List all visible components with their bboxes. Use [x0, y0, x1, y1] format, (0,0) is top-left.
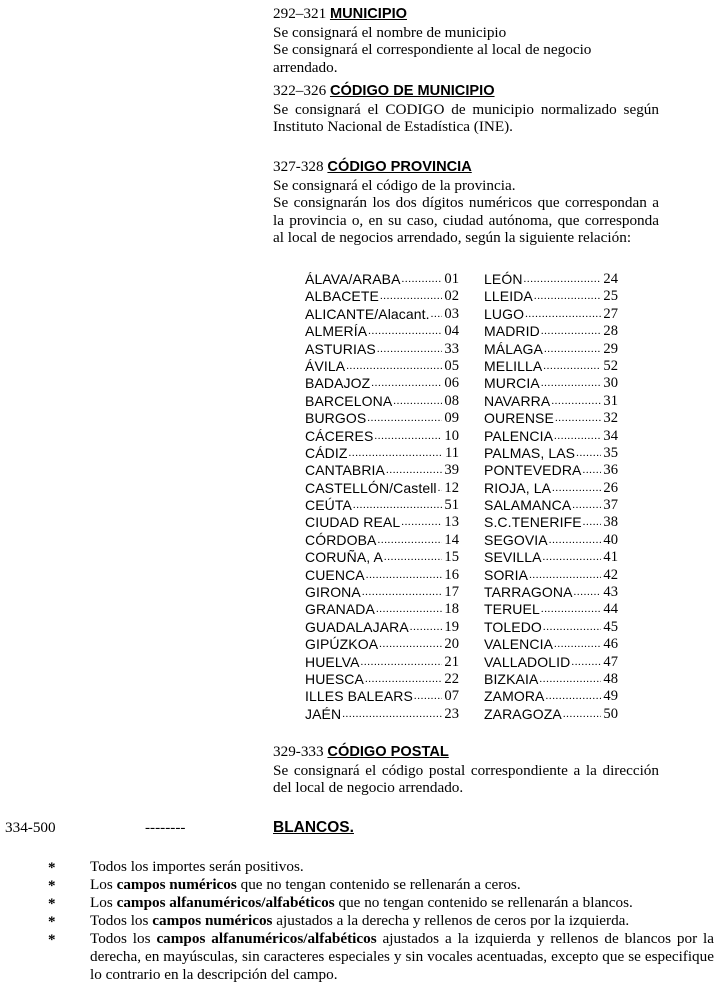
province-code: 42 [603, 566, 618, 583]
province-code: 04 [444, 323, 459, 340]
dot-leader [401, 271, 443, 288]
province-row [484, 619, 618, 636]
dot-leader [385, 462, 442, 479]
province-row [305, 706, 459, 723]
province-name: ASTURIAS [305, 340, 376, 357]
province-row [305, 549, 459, 566]
dot-leader [383, 549, 442, 566]
province-code: 48 [603, 670, 618, 687]
province-row [305, 288, 459, 305]
province-row [305, 497, 459, 514]
emphasis-text: campos numéricos [152, 912, 273, 929]
province-code: 21 [444, 653, 459, 670]
section-header [273, 5, 659, 24]
province-row [305, 271, 459, 288]
province-name: MURCIA [484, 375, 540, 392]
dot-leader [366, 410, 442, 427]
province-row [484, 514, 618, 531]
province-code: 51 [444, 497, 459, 514]
province-name: CUENCA [305, 566, 365, 583]
dot-leader [548, 532, 602, 549]
note-text-segment: Todos los importes serán positivos. [90, 858, 304, 875]
asterisk-bullet: * [48, 914, 56, 930]
dot-leader [562, 706, 602, 723]
note-text-segment: ajustados a la derecha y rellenos de ceros por la izquierda. [272, 912, 630, 929]
province-name: GRANADA [305, 601, 375, 618]
province-row [484, 288, 618, 305]
dot-leader [376, 341, 443, 358]
province-name: MADRID [484, 323, 540, 340]
province-row [484, 549, 618, 566]
province-code: 16 [444, 566, 459, 583]
province-name: SORIA [484, 566, 529, 583]
province-row [305, 619, 459, 636]
province-name: ZARAGOZA [484, 705, 562, 722]
description-line: Se consignará el nombre de municipio [273, 23, 507, 41]
dot-leader [528, 567, 601, 584]
province-code: 43 [603, 584, 618, 601]
province-code: 07 [444, 688, 459, 705]
province-name: RIOJA, LA [484, 479, 552, 496]
province-code: 33 [444, 340, 459, 357]
province-name: MÁLAGA [484, 340, 543, 357]
province-row [484, 584, 618, 601]
province-name: PALENCIA [484, 427, 554, 444]
province-name: PALMAS, LAS [484, 444, 576, 461]
section-title: CÓDIGO POSTAL [327, 744, 449, 760]
note-text-segment: ajustados a la izquierda y rellenos de blancos por la derecha, en mayúsculas, sin caracteres especiales y sin vocales acentuadas, excepto que se especifique lo contrario en la descripción del campo. [90, 930, 714, 983]
note-text [90, 912, 715, 930]
province-name: BIZKAIA [484, 670, 539, 687]
province-code: 30 [603, 375, 618, 392]
dot-leader [373, 428, 442, 445]
note-text [90, 876, 715, 894]
province-name: NAVARRA [484, 392, 551, 409]
province-code: 12 [444, 479, 459, 496]
field-range: 292–321 [273, 5, 327, 22]
section-municipio [273, 5, 659, 76]
province-code: 25 [603, 288, 618, 305]
dot-leader [352, 497, 442, 514]
description-line: Se consignará el código de la provincia. [273, 176, 516, 194]
dot-leader [540, 323, 602, 340]
province-name: CÁDIZ [305, 444, 348, 461]
section-title: BLANCOS. [273, 819, 354, 836]
dot-leader [553, 636, 601, 653]
note-text-segment: Los [90, 894, 117, 911]
province-name: ZAMORA [484, 688, 545, 705]
province-row [484, 480, 618, 497]
description-text: Se consignará el código postal correspondiente a la dirección del local de negocio arrendado. [273, 761, 659, 797]
province-row [305, 514, 459, 531]
note-text-segment: Todos los [90, 912, 153, 929]
province-row [484, 375, 618, 392]
field-range: 322–326 [273, 82, 327, 99]
province-code: 32 [603, 410, 618, 427]
description-text: Se consignarán los dos dígitos numéricos que correspondan a la provincia o, en su caso, ciudad autónoma, que corresponda al local de negocios arrendado, según la siguiente relación: [273, 194, 659, 247]
dot-leader [538, 671, 601, 688]
province-code: 24 [603, 271, 618, 287]
province-code: 34 [603, 427, 618, 444]
province-row [484, 671, 618, 688]
section-title: CÓDIGO DE MUNICIPIO [329, 83, 495, 99]
province-row [484, 358, 618, 375]
province-row [305, 428, 459, 445]
note-text-segment: Todos los [90, 930, 157, 947]
dot-leader [571, 497, 601, 514]
province-row [484, 532, 618, 549]
province-code: 52 [603, 357, 618, 374]
province-name: ÁLAVA/ARABA [305, 271, 401, 287]
dot-leader [533, 288, 602, 305]
province-code: 35 [603, 444, 618, 461]
dot-leader [570, 654, 601, 671]
field-dashes: -------- [145, 819, 186, 836]
province-code: 05 [444, 357, 459, 374]
dot-leader [550, 393, 601, 410]
section-title: MUNICIPIO [329, 6, 407, 22]
province-name: SEGOVIA [484, 531, 548, 548]
note-item [0, 912, 720, 930]
province-row [484, 601, 618, 618]
dot-leader [545, 688, 602, 705]
dot-leader [361, 584, 443, 601]
province-name: SALAMANCA [484, 497, 572, 514]
province-column-left [305, 271, 459, 723]
province-name: LUGO [484, 305, 525, 322]
province-code: 39 [444, 462, 459, 479]
dot-leader [413, 688, 442, 705]
province-row [305, 532, 459, 549]
dot-leader [540, 601, 602, 618]
province-row [484, 706, 618, 723]
province-name: OURENSE [484, 410, 554, 427]
dot-leader [543, 341, 601, 358]
province-row [305, 306, 459, 323]
province-name: BURGOS [305, 410, 367, 427]
dot-leader [542, 358, 601, 375]
note-text [90, 858, 715, 876]
asterisk-bullet: * [48, 860, 56, 876]
dot-leader [437, 480, 443, 497]
province-code: 47 [603, 653, 618, 670]
province-name: ALBACETE [305, 288, 379, 305]
asterisk-bullet: * [48, 932, 56, 948]
province-row [484, 567, 618, 584]
note-item [0, 930, 720, 984]
province-name: LEÓN [484, 271, 523, 287]
province-name: TERUEL [484, 601, 540, 618]
dot-leader [364, 671, 442, 688]
emphasis-text: campos numéricos [116, 876, 237, 893]
province-row [305, 358, 459, 375]
province-row [305, 323, 459, 340]
province-code: 50 [603, 705, 618, 722]
province-name: ALICANTE/Alacant. [305, 305, 430, 322]
emphasis-text: campos alfanuméricos/alfabéticos [156, 930, 377, 947]
province-row [484, 688, 618, 705]
dot-leader [378, 636, 442, 653]
province-row [484, 636, 618, 653]
note-text [90, 894, 715, 912]
field-range: 329-333 [273, 743, 324, 760]
province-code: 49 [603, 688, 618, 705]
dot-leader [392, 393, 442, 410]
province-name: TARRAGONA [484, 584, 573, 601]
province-name: BARCELONA [305, 392, 393, 409]
dot-leader [575, 445, 601, 462]
province-name: SEVILLA [484, 549, 542, 566]
province-row [305, 480, 459, 497]
asterisk-bullet: * [48, 896, 56, 912]
province-code: 41 [603, 549, 618, 566]
province-code: 19 [444, 618, 459, 635]
dot-leader [367, 323, 442, 340]
dot-leader [551, 480, 601, 497]
note-text-segment: Los [90, 876, 117, 893]
dot-leader [573, 584, 602, 601]
province-code: 18 [444, 601, 459, 618]
province-row [305, 462, 459, 479]
province-name: HUESCA [305, 670, 364, 687]
province-code: 37 [603, 497, 618, 514]
dot-leader [400, 514, 442, 531]
province-row [484, 462, 618, 479]
note-item [0, 858, 720, 876]
field-range: 327-328 [273, 158, 324, 175]
dot-leader [345, 358, 442, 375]
province-code: 14 [444, 531, 459, 548]
province-row [484, 341, 618, 358]
province-code: 22 [444, 670, 459, 687]
province-name: CASTELLÓN/Castell [305, 479, 437, 496]
province-name: VALENCIA [484, 636, 554, 653]
province-code: 01 [444, 271, 459, 287]
dot-leader [542, 619, 601, 636]
dot-leader [553, 428, 601, 445]
province-name: CEÚTA [305, 497, 352, 514]
province-row [484, 306, 618, 323]
dot-leader [554, 410, 601, 427]
dot-leader [377, 532, 443, 549]
section-header [273, 158, 659, 177]
province-name: HUELVA [305, 653, 360, 670]
province-code: 36 [603, 462, 618, 479]
province-row [484, 497, 618, 514]
province-code: 03 [444, 305, 459, 322]
province-name: TOLEDO [484, 618, 542, 635]
province-row [484, 271, 618, 288]
province-name: BADAJOZ [305, 375, 371, 392]
province-row [305, 410, 459, 427]
province-row [305, 341, 459, 358]
province-code: 17 [444, 584, 459, 601]
dot-leader [375, 601, 442, 618]
section-header [273, 82, 659, 101]
description-text: Se consignará el CODIGO de municipio normalizado según Instituto Nacional de Estadística (INE). [273, 100, 659, 136]
dot-leader [542, 549, 602, 566]
note-text-segment: que no tengan contenido se rellenarán a ceros. [236, 876, 521, 893]
province-code: 46 [603, 636, 618, 653]
province-code: 44 [603, 601, 618, 618]
dot-leader [370, 375, 442, 392]
province-code: 20 [444, 636, 459, 653]
description-line: Se consignará el correspondiente al local de negocio arrendado. [273, 41, 592, 76]
dot-leader [365, 567, 443, 584]
province-name: GIPÚZKOA [305, 636, 379, 653]
province-name: MELILLA [484, 357, 543, 374]
note-text-segment: que no tengan contenido se rellenarán a blancos. [334, 894, 633, 911]
note-item [0, 894, 720, 912]
province-row [484, 654, 618, 671]
province-name: LLEIDA [484, 288, 533, 305]
province-code: 08 [444, 392, 459, 409]
province-name: ÁVILA [305, 357, 346, 374]
province-name: CORUÑA, A [305, 549, 383, 566]
province-column-right [484, 271, 618, 723]
province-code: 28 [603, 323, 618, 340]
province-name: CÁCERES [305, 427, 374, 444]
section-codigo-postal [273, 743, 659, 797]
province-name: S.C.TENERIFE [484, 514, 582, 531]
province-name: ILLES BALEARS [305, 688, 413, 705]
province-name: GIRONA [305, 584, 361, 601]
dot-leader [348, 445, 443, 462]
province-code: 29 [603, 340, 618, 357]
dot-leader [409, 619, 443, 636]
province-name: CIUDAD REAL [305, 514, 401, 531]
note-text [90, 930, 714, 984]
notes-list [0, 858, 720, 984]
province-code: 26 [603, 479, 618, 496]
dot-leader [582, 514, 602, 531]
dot-leader [581, 462, 601, 479]
province-code: 10 [444, 427, 459, 444]
province-code: 38 [603, 514, 618, 531]
province-code: 23 [444, 705, 459, 722]
emphasis-text: campos alfanuméricos/alfabéticos [116, 894, 335, 911]
province-row [305, 375, 459, 392]
province-row [484, 393, 618, 410]
dot-leader [360, 654, 443, 671]
asterisk-bullet: * [48, 878, 56, 894]
province-code: 40 [603, 531, 618, 548]
province-code: 06 [444, 375, 459, 392]
note-item [0, 876, 720, 894]
province-code: 45 [603, 618, 618, 635]
dot-leader [523, 271, 602, 288]
province-row [305, 636, 459, 653]
dot-leader [524, 306, 601, 323]
province-code: 02 [444, 288, 459, 305]
section-header [273, 743, 659, 762]
province-row [305, 601, 459, 618]
province-row [305, 671, 459, 688]
province-code: 09 [444, 410, 459, 427]
dot-leader [379, 288, 442, 305]
province-row [484, 410, 618, 427]
province-row [484, 323, 618, 340]
province-row [305, 688, 459, 705]
province-code: 13 [444, 514, 459, 531]
province-code: 15 [444, 549, 459, 566]
province-code: 27 [603, 305, 618, 322]
province-name: ALMERÍA [305, 323, 368, 340]
section-title: CÓDIGO PROVINCIA [327, 159, 472, 175]
province-row [305, 393, 459, 410]
province-name: CÓRDOBA [305, 531, 377, 548]
province-code: 31 [603, 392, 618, 409]
province-name: JAÉN [305, 705, 342, 722]
province-row [305, 445, 459, 462]
province-code: 11 [444, 444, 459, 461]
section-codigo-municipio [273, 82, 659, 136]
province-row [305, 654, 459, 671]
dot-leader [341, 706, 442, 723]
section-codigo-provincia [273, 158, 659, 247]
province-row [305, 584, 459, 601]
province-row [484, 445, 618, 462]
province-row [484, 428, 618, 445]
field-range: 334-500 [5, 819, 56, 836]
dot-leader [540, 375, 602, 392]
province-name: PONTEVEDRA [484, 462, 582, 479]
province-row [305, 567, 459, 584]
section-blancos [0, 819, 720, 839]
province-name: VALLADOLID [484, 653, 571, 670]
dot-leader [430, 306, 443, 323]
province-name: CANTABRIA [305, 462, 385, 479]
province-name: GUADALAJARA [305, 618, 409, 635]
